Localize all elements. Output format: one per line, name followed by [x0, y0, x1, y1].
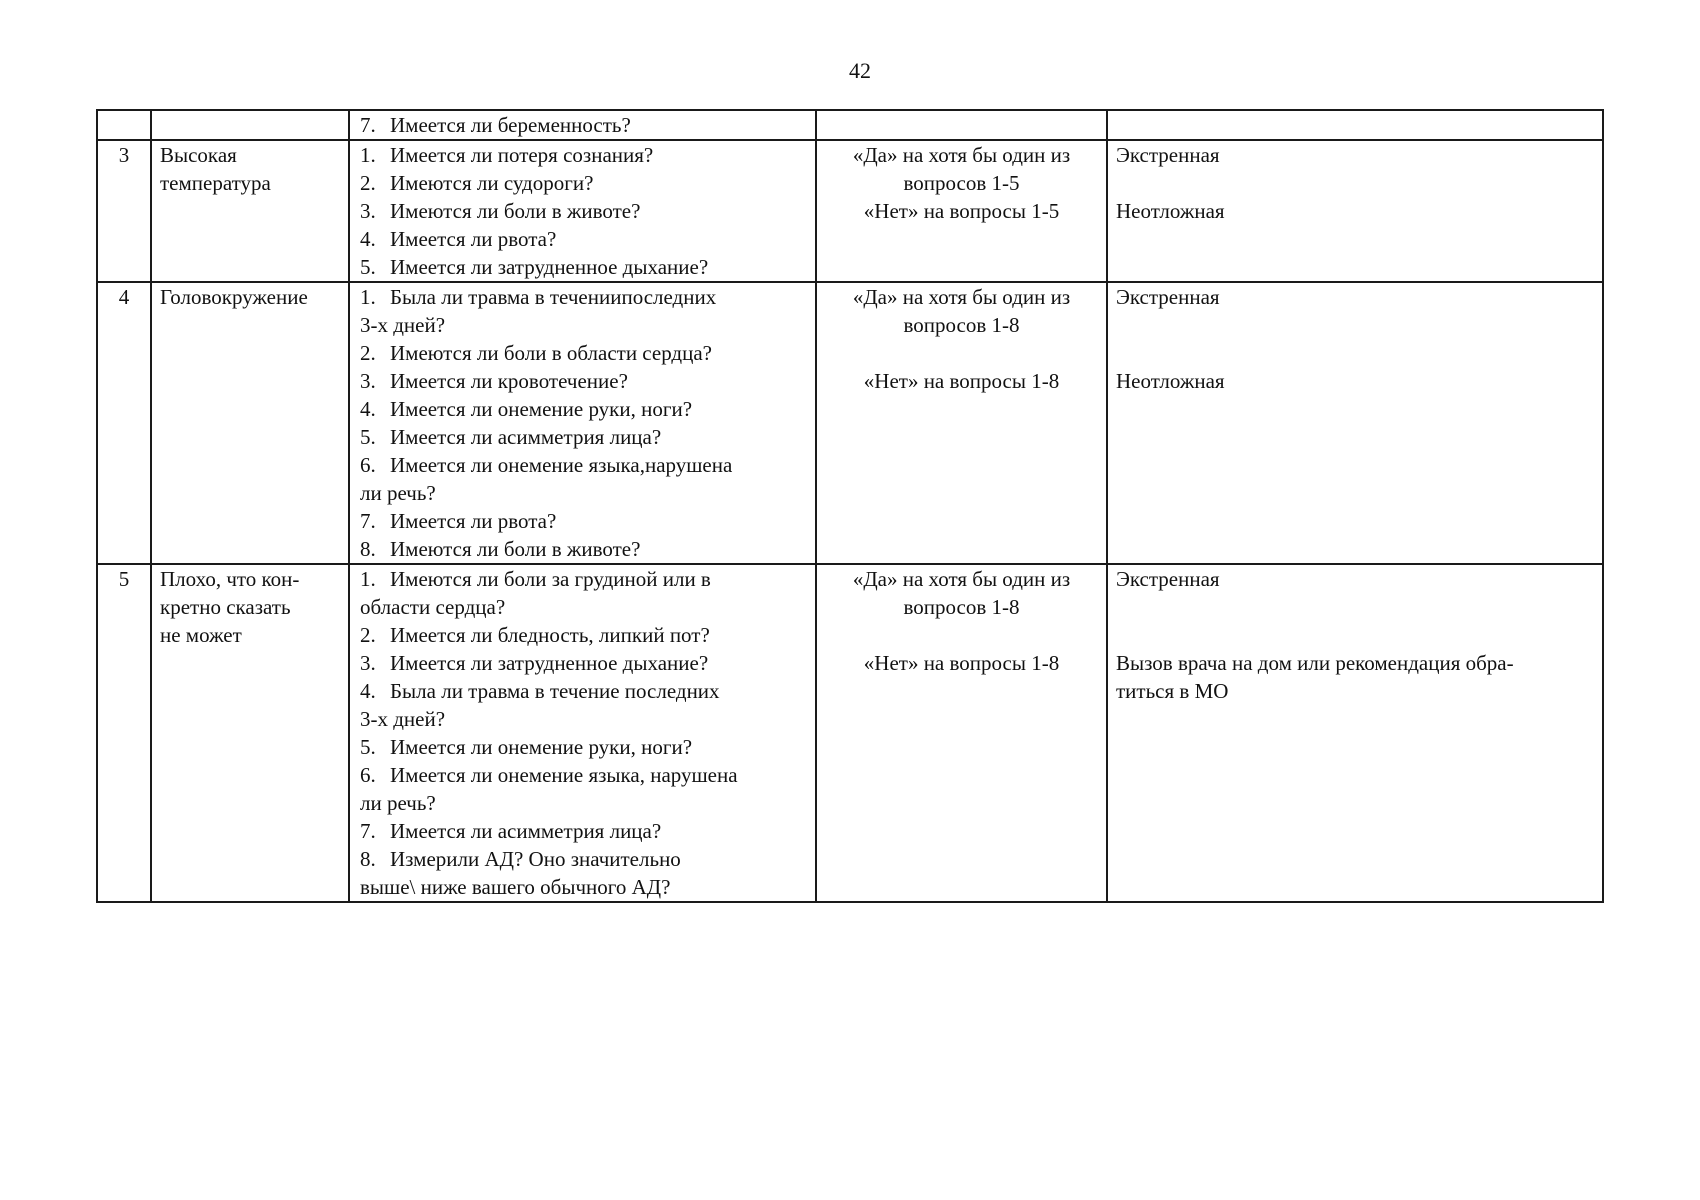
- row-number: 5: [97, 564, 151, 902]
- questions-cell: [349, 110, 816, 140]
- question-number: 3.: [360, 199, 376, 223]
- care-type-line: [1116, 593, 1594, 621]
- question-text: Имеется ли кровотечение?: [390, 369, 628, 393]
- question-number: 7.: [360, 113, 376, 137]
- question-text: Имеются ли боли за грудиной или в: [390, 567, 711, 591]
- question-text-continued: ли речь?: [360, 791, 436, 815]
- criteria-cell: [816, 110, 1107, 140]
- question-item: [354, 339, 811, 367]
- question-item: [354, 141, 811, 169]
- question-number: 6.: [360, 763, 376, 787]
- question-number: 7.: [360, 819, 376, 843]
- question-item: [354, 761, 811, 817]
- question-list: [354, 565, 811, 901]
- question-item: [354, 817, 811, 845]
- question-text: Имеется ли онемение руки, ноги?: [390, 735, 693, 759]
- question-item: [354, 507, 811, 535]
- question-item: [354, 395, 811, 423]
- question-number: 6.: [360, 453, 376, 477]
- question-text: Имеется ли асимметрия лица?: [390, 425, 662, 449]
- question-number: 5.: [360, 735, 376, 759]
- question-list: [354, 141, 811, 281]
- question-text: Имеются ли боли в области сердца?: [390, 341, 712, 365]
- criteria-line: «Да» на хотя бы один из: [852, 285, 1071, 309]
- symptom-line: Высокая: [160, 143, 237, 167]
- criteria-line: вопросов 1-8: [903, 595, 1020, 619]
- table-row: [97, 282, 1603, 564]
- question-number: 8.: [360, 847, 376, 871]
- symptom-line: кретно сказать: [160, 595, 291, 619]
- table-row: [97, 564, 1603, 902]
- question-item: [354, 451, 811, 507]
- care-type-line: Экстренная: [1116, 285, 1220, 309]
- care-type-line: [1116, 169, 1594, 197]
- triage-table: [96, 109, 1604, 903]
- question-number: 5.: [360, 425, 376, 449]
- question-text-continued: 3-х дней?: [360, 313, 446, 337]
- question-text: Имеется ли рвота?: [390, 509, 557, 533]
- care-type-line: [1116, 311, 1594, 339]
- question-number: 2.: [360, 341, 376, 365]
- care-type-line: [1116, 621, 1594, 649]
- row-number: 3: [97, 140, 151, 282]
- question-text: Имеются ли боли в животе?: [390, 199, 641, 223]
- criteria-line: «Да» на хотя бы один из: [852, 567, 1071, 591]
- question-text: Имеется ли онемение языка, нарушена: [390, 763, 738, 787]
- criteria-line: «Да» на хотя бы один из: [852, 143, 1071, 167]
- question-text: Имеется ли потеря сознания?: [390, 143, 654, 167]
- questions-cell: [349, 140, 816, 282]
- question-number: 2.: [360, 171, 376, 195]
- table-row: [97, 140, 1603, 282]
- care-type-cell: [1107, 282, 1603, 564]
- question-item: [354, 253, 811, 281]
- question-number: 1.: [360, 567, 376, 591]
- table-row: [97, 110, 1603, 140]
- question-item: [354, 111, 811, 139]
- question-item: [354, 649, 811, 677]
- question-number: 3.: [360, 651, 376, 675]
- question-item: [354, 677, 811, 733]
- row-number: [97, 110, 151, 140]
- criteria-line: «Нет» на вопросы 1-8: [863, 651, 1060, 675]
- question-text: Имеется ли затрудненное дыхание?: [390, 651, 709, 675]
- symptom-cell: [151, 140, 349, 282]
- question-item: [354, 367, 811, 395]
- criteria-line: вопросов 1-8: [903, 313, 1020, 337]
- question-item: [354, 423, 811, 451]
- criteria-line: «Нет» на вопросы 1-8: [863, 369, 1060, 393]
- care-type-line: [1116, 339, 1594, 367]
- question-item: [354, 733, 811, 761]
- question-text-continued: 3-х дней?: [360, 707, 446, 731]
- criteria-line: «Нет» на вопросы 1-5: [863, 199, 1060, 223]
- question-number: 4.: [360, 227, 376, 251]
- care-type-line: Вызов врача на дом или рекомендация обра-: [1116, 651, 1514, 675]
- question-item: [354, 225, 811, 253]
- symptom-line: Плохо, что кон-: [160, 567, 300, 591]
- symptom-line: Головокружение: [160, 285, 308, 309]
- question-text: Имеется ли асимметрия лица?: [390, 819, 662, 843]
- question-item: [354, 197, 811, 225]
- question-text-continued: выше\ ниже вашего обычного АД?: [360, 875, 671, 899]
- question-item: [354, 535, 811, 563]
- criteria-cell: [816, 140, 1107, 282]
- question-number: 4.: [360, 679, 376, 703]
- symptom-line: не может: [160, 623, 242, 647]
- care-type-cell: [1107, 564, 1603, 902]
- question-text: Имеется ли беременность?: [390, 113, 631, 137]
- row-number: 4: [97, 282, 151, 564]
- question-number: 5.: [360, 255, 376, 279]
- question-number: 1.: [360, 285, 376, 309]
- page-number: 42: [849, 58, 871, 83]
- criteria-cell: [816, 564, 1107, 902]
- question-text: Имеется ли бледность, липкий пот?: [390, 623, 710, 647]
- symptom-cell: [151, 110, 349, 140]
- question-list: [354, 283, 811, 563]
- criteria-cell: [816, 282, 1107, 564]
- care-type-line: Неотложная: [1116, 369, 1225, 393]
- question-number: 1.: [360, 143, 376, 167]
- care-type-cell: [1107, 140, 1603, 282]
- symptom-cell: [151, 282, 349, 564]
- symptom-line: температура: [160, 171, 271, 195]
- care-type-line: титься в МО: [1116, 679, 1229, 703]
- question-number: 3.: [360, 369, 376, 393]
- question-text: Имеются ли судороги?: [390, 171, 594, 195]
- question-text: Имеются ли боли в животе?: [390, 537, 641, 561]
- question-text: Измерили АД? Оно значительно: [390, 847, 681, 871]
- question-item: [354, 565, 811, 621]
- question-text: Была ли травма в течение последних: [390, 679, 720, 703]
- question-number: 8.: [360, 537, 376, 561]
- question-number: 2.: [360, 623, 376, 647]
- question-item: [354, 169, 811, 197]
- question-text: Имеется ли онемение руки, ноги?: [390, 397, 693, 421]
- question-item: [354, 283, 811, 339]
- criteria-line: [825, 339, 1098, 367]
- question-text: Была ли травма в течениипоследних: [390, 285, 717, 309]
- question-item: [354, 845, 811, 901]
- symptom-cell: [151, 564, 349, 902]
- question-number: 7.: [360, 509, 376, 533]
- criteria-line: [825, 621, 1098, 649]
- question-item: [354, 621, 811, 649]
- question-number: 4.: [360, 397, 376, 421]
- care-type-line: Экстренная: [1116, 567, 1220, 591]
- question-list: [354, 111, 811, 139]
- questions-cell: [349, 282, 816, 564]
- criteria-line: вопросов 1-5: [903, 171, 1020, 195]
- question-text-continued: области сердца?: [360, 595, 506, 619]
- question-text-continued: ли речь?: [360, 481, 436, 505]
- care-type-line: Неотложная: [1116, 199, 1225, 223]
- question-text: Имеется ли онемение языка,нарушена: [390, 453, 733, 477]
- care-type-line: Экстренная: [1116, 143, 1220, 167]
- questions-cell: [349, 564, 816, 902]
- question-text: Имеется ли затрудненное дыхание?: [390, 255, 709, 279]
- table-body: [97, 110, 1603, 902]
- question-text: Имеется ли рвота?: [390, 227, 557, 251]
- care-type-cell: [1107, 110, 1603, 140]
